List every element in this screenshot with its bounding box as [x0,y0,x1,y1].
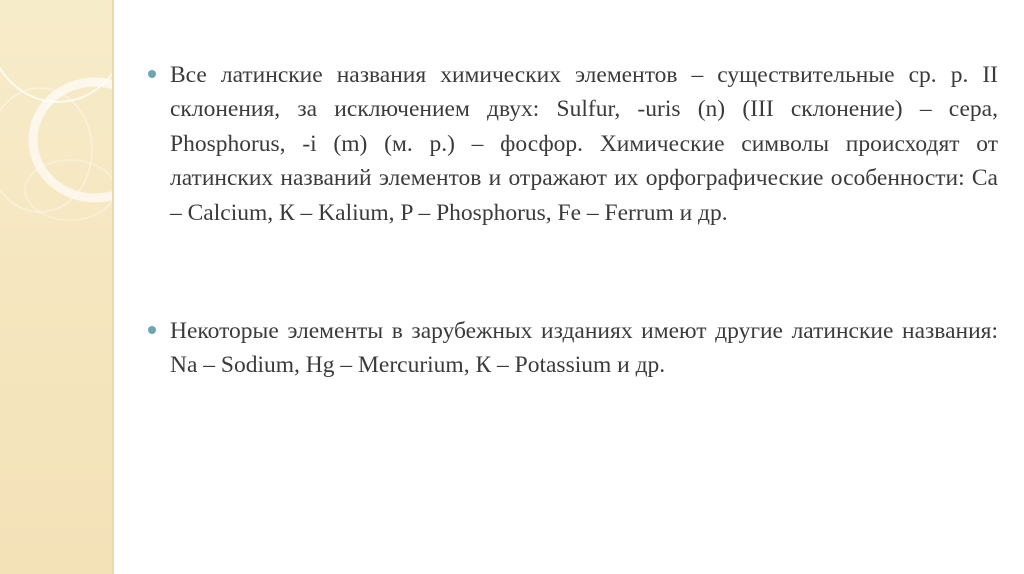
bullet-marker-icon [148,326,156,334]
side-divider [112,0,114,574]
bullet-marker-icon [148,70,156,78]
bullet-item [148,58,998,230]
bullet-item [148,314,998,383]
bullet-text: Некоторые элементы в зарубежных изданиях имеют другие латинские названия: Na – Sodium, Hg – Mercurium, К – Potassium и др. [170,318,998,379]
decorative-rings-graphic [0,0,112,574]
bullet-text: Все латинские названия химических элементов – существительные ср. р. II склонения, за исключением двух: Sulfur, -uris (n) (III склонение) – сера, Phosphorus, -i (m) (м. р.) – фосфор. Химические символы происходят от латинских названий элементов и отражают их орфографические особенности: Ca – Calcium, К – Kalium, P – Phosphorus, Fe – Ferrum и др. [170,62,998,226]
slide-content [148,58,998,383]
decorative-side-panel [0,0,112,574]
